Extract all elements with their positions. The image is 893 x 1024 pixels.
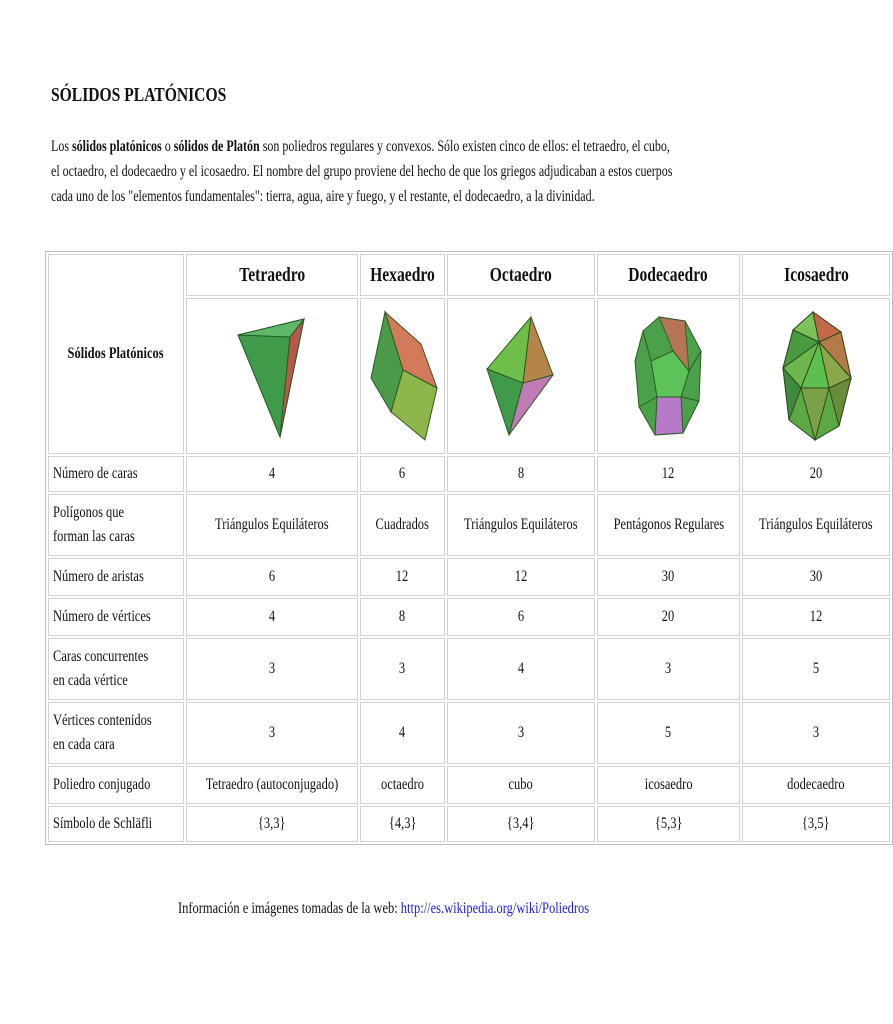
table-cell: {5,3} [597,806,741,842]
table-cell: 3 [186,702,358,764]
cube-image-cell [360,298,445,454]
row-label-poligonos: Polígonos que forman las caras [48,494,184,556]
table-cell: 12 [597,456,741,492]
table-cell: 6 [360,456,445,492]
table-cell: 12 [360,558,445,596]
dodecahedron-image-cell [597,298,741,454]
table-cell: icosaedro [597,766,741,804]
row-label-caras-concurrentes: Caras concurrentes en cada vértice [48,638,184,700]
table-cell: Triángulos Equiláteros [742,494,890,556]
tetrahedron-image-cell [186,298,358,454]
icosahedron-image-cell [742,298,890,454]
table-cell: {3,5} [742,806,890,842]
source-footer [0,900,768,918]
table-cell: 8 [360,598,445,636]
table-cell: 4 [186,598,358,636]
table-cell: {4,3} [360,806,445,842]
table-cell: 12 [742,598,890,636]
row-label-schlafli: Símbolo de Schläfli [48,806,184,842]
platonic-solids-table [45,251,893,845]
row-label-aristas: Número de aristas [48,558,184,596]
row-label-vertices: Número de vértices [48,598,184,636]
icosahedron-icon [779,308,853,444]
col-header-icosaedro: Icosaedro [742,254,890,296]
col-header-octaedro: Octaedro [447,254,595,296]
cube-icon [365,308,439,444]
row-label-numero-caras: Número de caras [48,456,184,492]
table-cell: 6 [186,558,358,596]
term-solidos-platonicos: sólidos platónicos [72,138,162,155]
table-cell: Pentágonos Regulares [597,494,741,556]
table-cell: 30 [597,558,741,596]
wikipedia-link[interactable]: http://es.wikipedia.org/wiki/Poliedros [401,900,590,917]
table-cell: 5 [597,702,741,764]
table-cell: 8 [447,456,595,492]
table-corner-label: Sólidos Platónicos [48,254,184,454]
table-cell: 4 [360,702,445,764]
table-cell: 30 [742,558,890,596]
table-cell: {3,3} [186,806,358,842]
table-cell: 3 [597,638,741,700]
dodecahedron-icon [631,311,705,441]
page-title: SÓLIDOS PLATÓNICOS [51,84,227,106]
col-header-tetraedro: Tetraedro [186,254,358,296]
col-header-hexaedro: Hexaedro [360,254,445,296]
table-cell: 3 [360,638,445,700]
table-cell: 20 [742,456,890,492]
row-label-poliedro-conjugado: Poliedro conjugado [48,766,184,804]
col-header-dodecaedro: Dodecaedro [597,254,741,296]
table-cell: 5 [742,638,890,700]
table-cell: 6 [447,598,595,636]
table-cell: cubo [447,766,595,804]
row-label-vertices-contenidos: Vértices contenidos en cada cara [48,702,184,764]
octahedron-image-cell [447,298,595,454]
table-cell: Cuadrados [360,494,445,556]
term-solidos-de-platon: sólidos de Platón [173,138,260,155]
table-cell: Triángulos Equiláteros [447,494,595,556]
table-cell: 3 [742,702,890,764]
table-cell: 20 [597,598,741,636]
table-cell: 4 [447,638,595,700]
table-cell: octaedro [360,766,445,804]
table-cell: 3 [447,702,595,764]
table-cell: 4 [186,456,358,492]
table-cell: 12 [447,558,595,596]
table-cell: Tetraedro (autoconjugado) [186,766,358,804]
table-cell: {3,4} [447,806,595,842]
table-cell: 3 [186,638,358,700]
table-cell: dodecaedro [742,766,890,804]
table-cell: Triángulos Equiláteros [186,494,358,556]
intro-paragraph: Los sólidos platónicos o sólidos de Platón son poliedros regulares y convexos. Sólo existen cinco de ellos: el tetraedro, el cubo, el octaedro, el dodecaedro y el icosaedro. El nombre del grupo proviene del hecho de que los griegos adjudicaban a estos cuerpos cada uno de los "elementos fundamentales": tierra, agua, aire y fuego, y el restante, el dodecaedro, a la divinidad. [51,138,673,205]
tetrahedron-icon [232,311,312,441]
footer-text: Información e imágenes tomadas de la web: [178,900,402,917]
octahedron-icon [483,313,559,439]
